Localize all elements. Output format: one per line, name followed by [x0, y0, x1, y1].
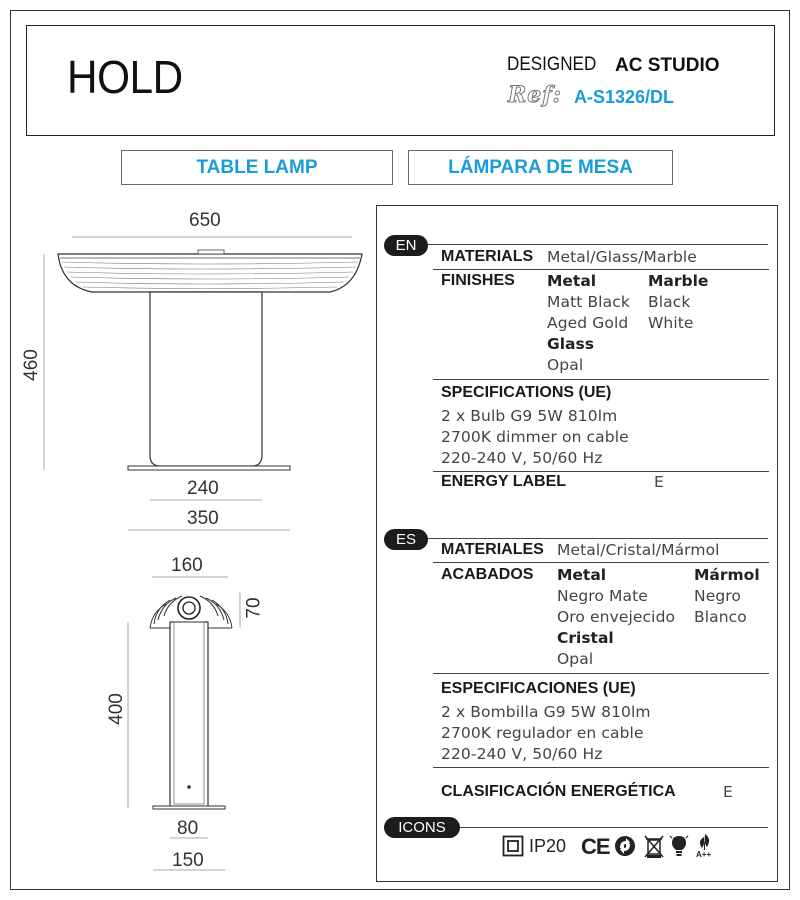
dim-front-base-width: 350: [187, 508, 219, 529]
energy-class-label: A++: [696, 850, 712, 859]
en-metal-label: Metal: [547, 272, 597, 290]
es-materials-rule: [433, 562, 769, 563]
ce-mark-icon: CE: [581, 834, 610, 859]
en-marble-2: White: [648, 314, 694, 332]
icons-tag: ICONS: [384, 817, 460, 838]
dim-side-head-height: 70: [243, 597, 265, 619]
ip20-label: IP20: [529, 836, 567, 856]
en-materials-label: MATERIALS: [441, 248, 534, 265]
en-marble-label: Marble: [648, 272, 709, 290]
en-marble-1: Black: [648, 293, 691, 311]
es-specs-label: ESPECIFICACIONES (UE): [441, 680, 636, 697]
en-finishes-rule: [433, 379, 769, 380]
certification-icons: [502, 833, 752, 861]
weee-bin-icon: [643, 833, 665, 859]
class-ii-icon: [502, 833, 524, 859]
en-glass-1: Opal: [547, 356, 584, 374]
en-spec-3: 220-240 V, 50/60 Hz: [441, 449, 603, 467]
en-top-rule: [428, 244, 768, 245]
es-spec-2: 2700K regulador en cable: [441, 724, 644, 742]
dim-side-body-height: 400: [105, 693, 127, 725]
en-spec-2: 2700K dimmer on cable: [441, 428, 629, 446]
es-glass-label: Cristal: [557, 629, 614, 647]
es-specs-rule: [433, 767, 769, 768]
es-finishes-rule: [433, 673, 769, 674]
dim-front-top-width: 650: [189, 210, 221, 231]
title-en: TABLE LAMP: [121, 150, 393, 185]
es-marble-2: Blanco: [694, 608, 747, 626]
es-marble-1: Negro: [694, 587, 741, 605]
en-glass-label: Glass: [547, 335, 594, 353]
es-metal-label: Metal: [557, 566, 607, 584]
es-materials-label: MATERIALES: [441, 541, 544, 558]
es-marble-label: Mármol: [694, 566, 760, 584]
ref-label: Ref:: [508, 82, 562, 108]
title-es: LÁMPARA DE MESA: [408, 150, 673, 185]
led-bulb-icon: [669, 833, 689, 859]
front-view-drawing: [0, 0, 370, 540]
specs-panel: [376, 205, 778, 882]
en-materials-rule: [433, 269, 769, 270]
en-specs-rule: [433, 471, 769, 472]
designed-label: DESIGNED: [507, 54, 597, 75]
es-energy-label: CLASIFICACIÓN ENERGÉTICA: [441, 783, 676, 800]
dim-side-body-width: 80: [177, 818, 199, 839]
es-metal-2: Oro envejecido: [557, 608, 676, 626]
es-energy-value: E: [723, 783, 733, 801]
es-metal-1: Negro Mate: [557, 587, 648, 605]
en-finishes-label: FINISHES: [441, 272, 515, 289]
dim-front-height: 460: [20, 349, 42, 381]
product-name: HOLD: [67, 51, 183, 103]
en-metal-1: Matt Black: [547, 293, 630, 311]
en-energy-label: ENERGY LABEL: [441, 473, 567, 490]
es-spec-1: 2 x Bombilla G9 5W 810lm: [441, 703, 651, 721]
recycle-icon: [613, 833, 637, 859]
es-materials-value: Metal/Cristal/Mármol: [557, 541, 720, 559]
en-energy-value: E: [654, 473, 664, 491]
en-materials-value: Metal/Glass/Marble: [547, 248, 697, 266]
dim-side-base-width: 150: [172, 850, 204, 871]
icons-rule: [460, 827, 768, 828]
en-metal-2: Aged Gold: [547, 314, 629, 332]
designer-name: AC STUDIO: [615, 55, 720, 76]
en-spec-1: 2 x Bulb G9 5W 810lm: [441, 407, 618, 425]
ref-value: A-S1326/DL: [574, 87, 675, 107]
es-top-rule: [428, 538, 768, 539]
es-spec-3: 220-240 V, 50/60 Hz: [441, 745, 603, 763]
dim-front-body-width: 240: [187, 478, 219, 499]
es-glass-1: Opal: [557, 650, 594, 668]
es-finishes-label: ACABADOS: [441, 566, 534, 583]
en-specs-label: SPECIFICATIONS (UE): [441, 384, 612, 401]
dim-side-head-width: 160: [171, 555, 203, 576]
en-tag: EN: [384, 235, 428, 256]
es-tag: ES: [384, 529, 428, 550]
